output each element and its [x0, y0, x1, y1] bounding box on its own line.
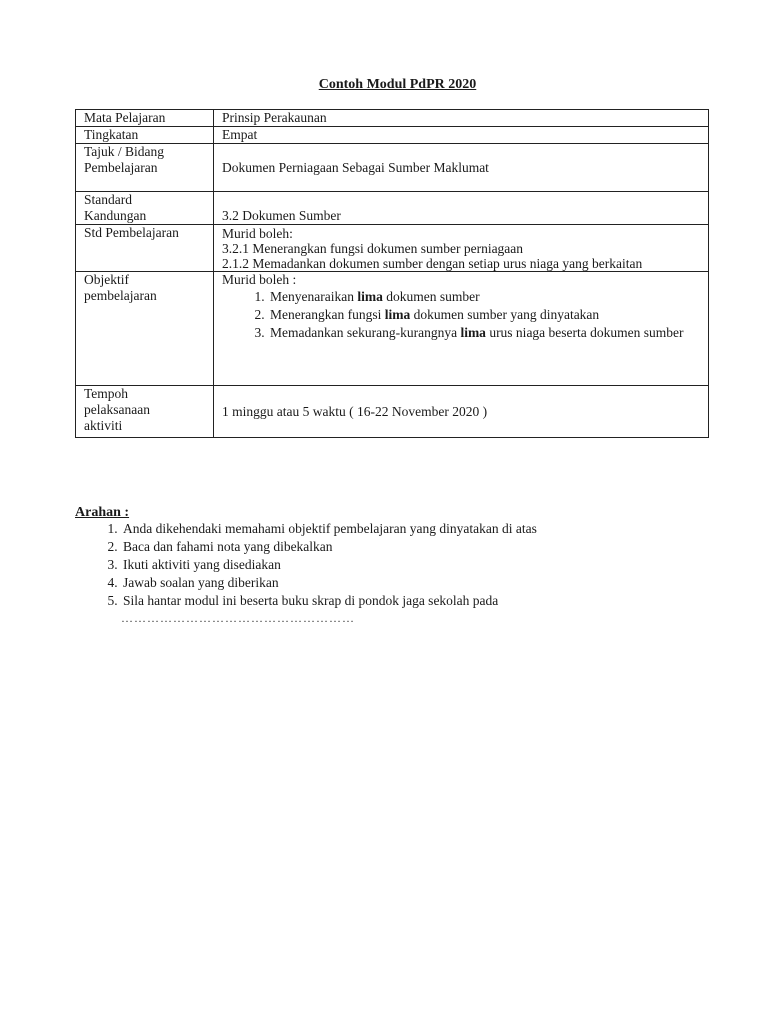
row-label-learning-standard: Std Pembelajaran: [76, 225, 214, 272]
objective-text: dokumen sumber yang dinyatakan: [410, 307, 600, 322]
objective-text: dokumen sumber: [382, 289, 480, 304]
objective-bold: lima: [460, 325, 486, 340]
row-value-subject: Prinsip Perakaunan: [214, 110, 709, 127]
row-label-grade: Tingkatan: [76, 127, 214, 144]
list-item: 2. Baca dan fahami nota yang dibekalkan: [121, 538, 721, 556]
row-value-duration: [214, 386, 709, 438]
objective-text: urus niaga beserta dokumen sumber: [485, 325, 684, 340]
instructions-heading: Arahan :: [75, 505, 130, 520]
row-label-duration: Tempoh pelaksanaan aktiviti: [76, 386, 214, 438]
objective-text: Menyenaraikan: [270, 289, 358, 304]
row-value-learning-standard: [214, 225, 709, 272]
objective-bold: lima: [384, 307, 411, 322]
table-row: [76, 272, 709, 386]
instructions-list: [75, 520, 721, 610]
table-row: [76, 192, 709, 225]
row-value-content-standard: 3.2 Dokumen Sumber: [214, 192, 709, 225]
objective-intro: Murid boleh :: [222, 272, 297, 287]
list-item: 4. Jawab soalan yang diberikan: [121, 574, 721, 592]
table-row: [76, 386, 709, 438]
table-row: [76, 225, 709, 272]
row-value-grade: Empat: [214, 127, 709, 144]
table-row: [76, 144, 709, 192]
table-row: [76, 127, 709, 144]
fill-in-blank: ………………………………………………: [121, 611, 355, 625]
row-label-topic: Tajuk / Bidang Pembelajaran: [76, 144, 214, 192]
row-value-objective: [214, 272, 709, 386]
module-info-table: [75, 109, 709, 438]
list-item: 1. Anda dikehendaki memahami objektif pembelajaran yang dinyatakan di atas: [121, 520, 721, 538]
list-item: [268, 288, 708, 306]
row-value-topic: [214, 144, 709, 192]
table-row: [76, 110, 709, 127]
objective-list: [222, 288, 708, 342]
objective-bold: lima: [357, 289, 383, 304]
objective-text: Menerangkan fungsi: [270, 307, 385, 322]
duration-text: 1 minggu atau 5 waktu ( 16-22 November 2020 ): [222, 403, 488, 419]
learning-standard-line: 3.2.1 Menerangkan fungsi dokumen sumber perniagaan: [222, 241, 524, 256]
row-label-objective: Objektif pembelajaran: [76, 272, 214, 386]
objective-text: Memadankan sekurang-kurangnya: [270, 325, 461, 340]
document-title: Contoh Modul PdPR 2020: [318, 77, 477, 92]
topic-text: Dokumen Perniagaan Sebagai Sumber Maklumat: [222, 159, 489, 175]
list-item: [268, 324, 708, 342]
learning-standard-intro: Murid boleh:: [222, 226, 293, 241]
list-item: [268, 306, 708, 324]
row-label-content-standard: Standard Kandungan: [76, 192, 214, 225]
row-label-subject: Mata Pelajaran: [76, 110, 214, 127]
list-item: 3. Ikuti aktiviti yang disediakan: [121, 556, 721, 574]
list-item: 5. Sila hantar modul ini beserta buku skrap di pondok jaga sekolah pada: [121, 592, 721, 610]
learning-standard-line: 2.1.2 Memadankan dokumen sumber dengan setiap urus niaga yang berkaitan: [222, 256, 643, 271]
